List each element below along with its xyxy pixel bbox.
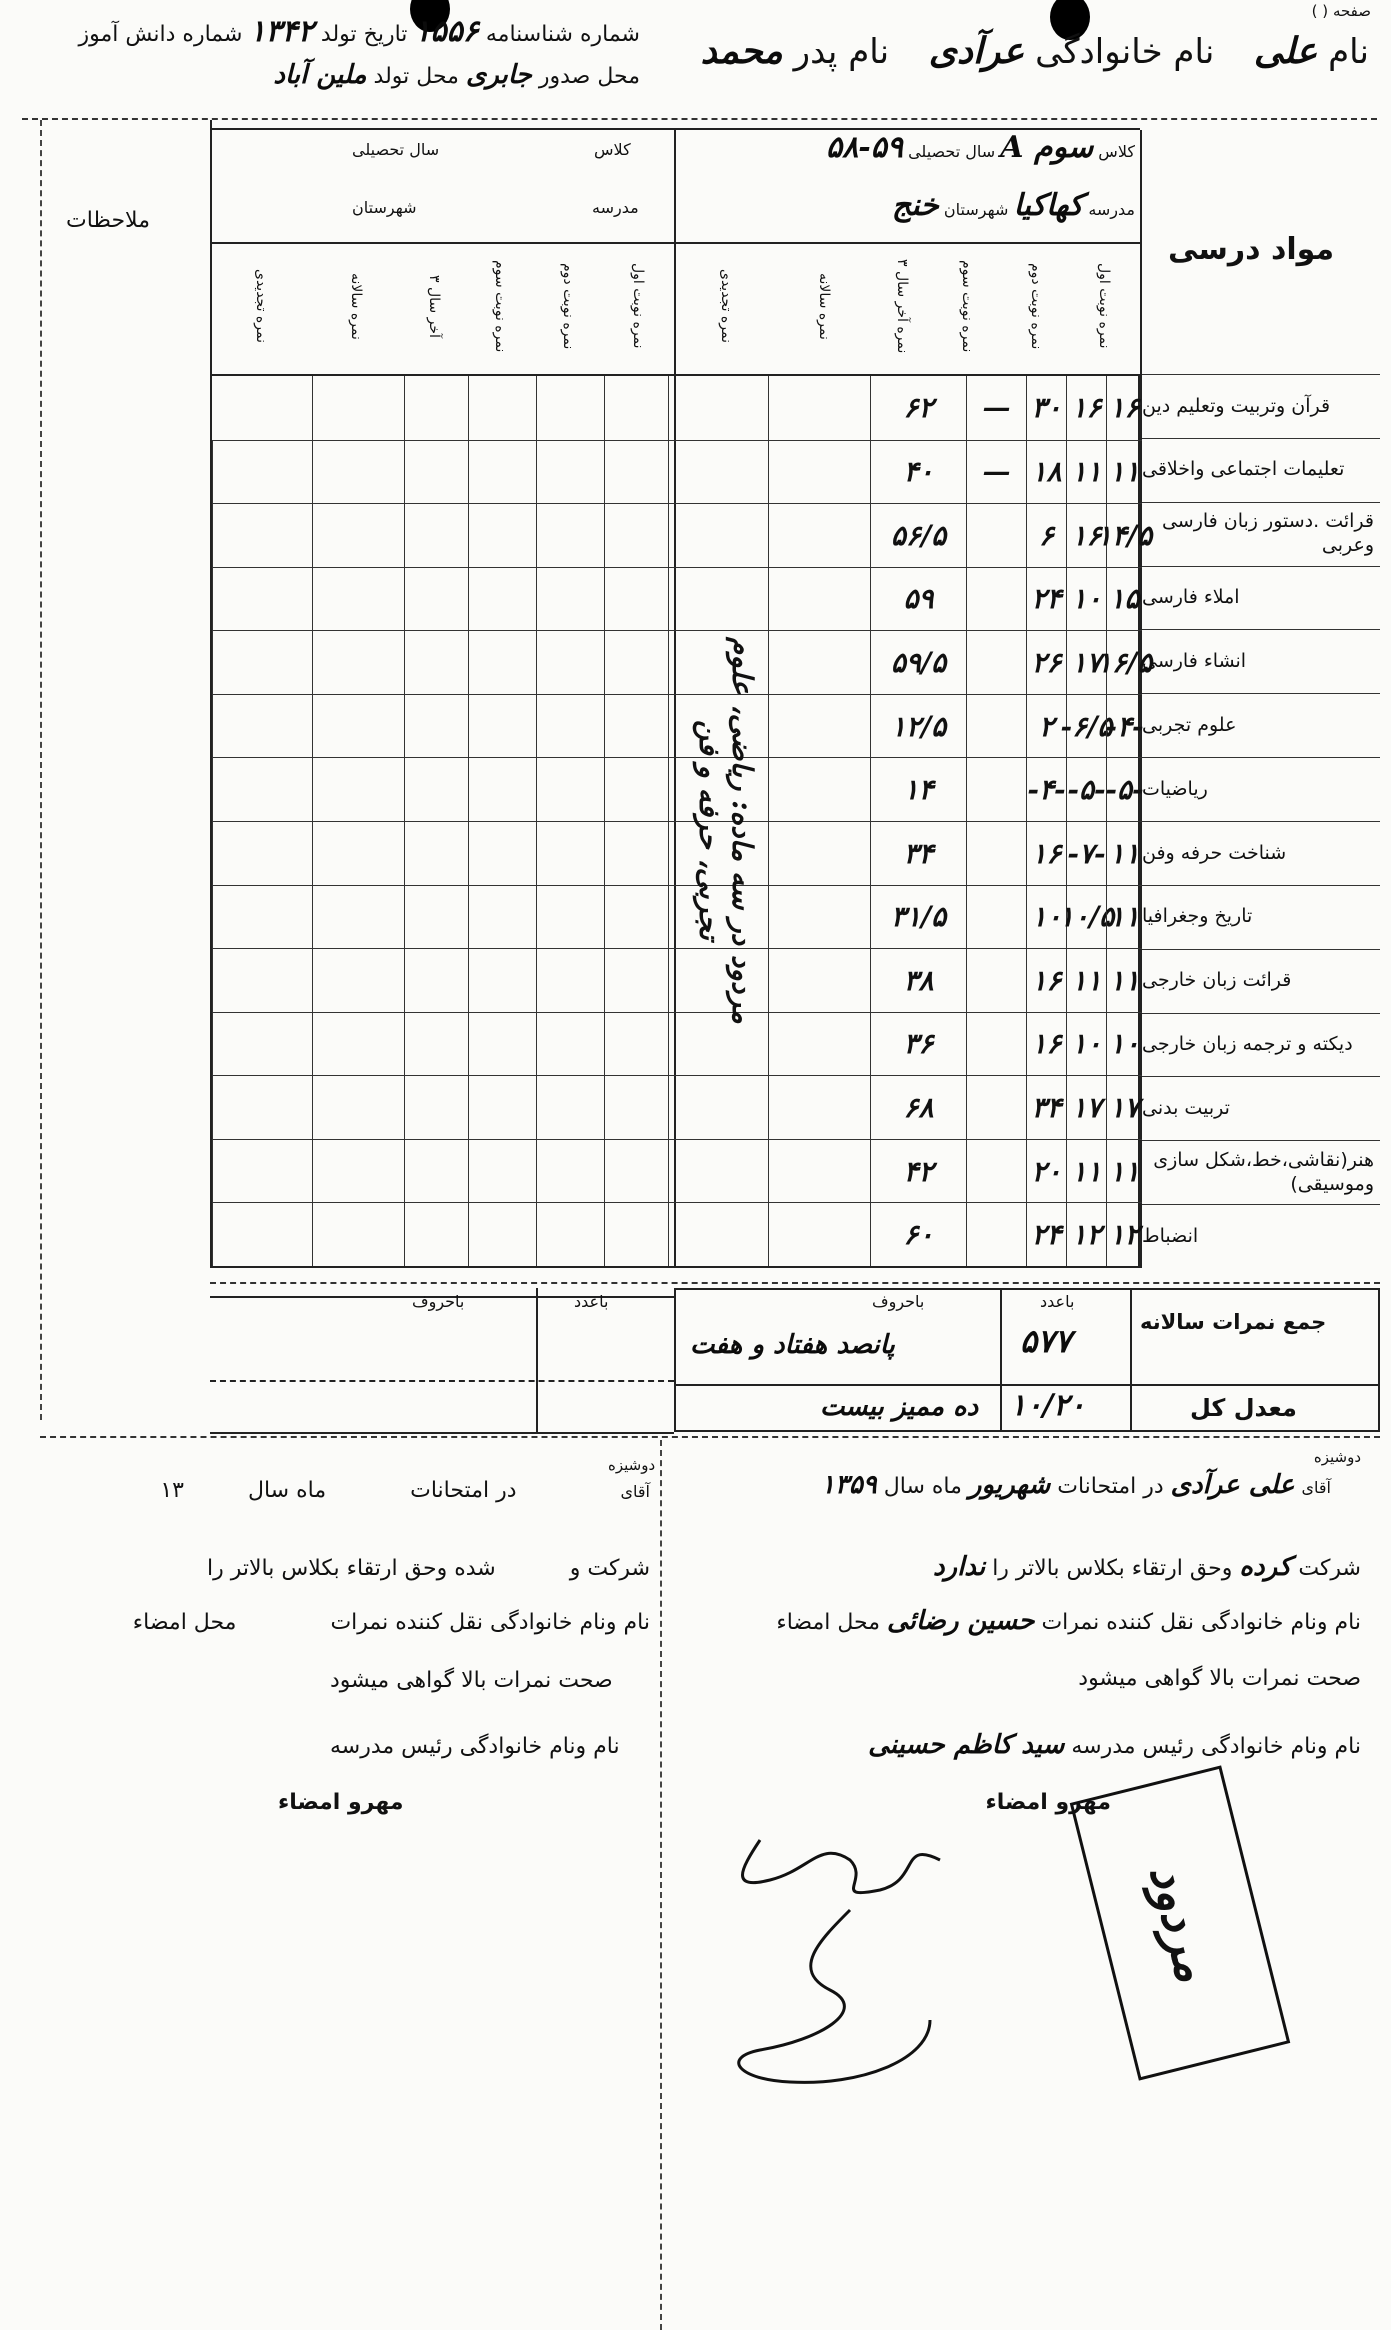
grade-cell-first: ۱۷: [1106, 1075, 1142, 1139]
grade-cell-empty: [768, 1139, 870, 1203]
fl-month-text: ماه سال: [247, 1478, 327, 1503]
grade-cell-empty: [312, 567, 404, 631]
father-name-label: نام پدر: [793, 32, 890, 72]
grade-cell-empty: [312, 1075, 404, 1139]
grade-cell-empty: [468, 630, 536, 694]
fr-month-fill: شهریور: [968, 1470, 1051, 1500]
grade-cell-empty: [668, 1075, 768, 1139]
grade-cell-final: [966, 757, 1026, 821]
grade-cell-empty: [668, 376, 768, 440]
grade-grid: [210, 374, 1153, 1268]
grade-cell-empty: [468, 948, 536, 1012]
father-name-value: محمد: [700, 30, 783, 72]
fr-line3: [701, 1606, 1361, 1636]
fr-promotion-fill: ندارد: [932, 1552, 986, 1582]
grade-cell-second: ۱۱: [1066, 948, 1106, 1012]
grade-cell-empty: [468, 1202, 536, 1266]
grade-cell-empty: [312, 1202, 404, 1266]
year-label: سال تحصیلی: [908, 142, 996, 161]
grade-cell-empty: [312, 630, 404, 694]
grade-cell-empty: [604, 503, 668, 567]
grade-cell-empty: [312, 885, 404, 949]
grade-cell-second: ۱۰/۵: [1066, 885, 1106, 949]
grade-cell-empty: [212, 1202, 312, 1266]
grade-cell-empty: [604, 1139, 668, 1203]
average-label: معدل کل: [1190, 1394, 1297, 1422]
grade-cell-empty: [768, 376, 870, 440]
grade-cell-empty: [768, 757, 870, 821]
grade-cell-empty: [404, 1075, 468, 1139]
grade-cell-empty: [604, 1202, 668, 1266]
grade-cell-empty: [212, 694, 312, 758]
grade-cell-annual: ۶۸: [870, 1075, 966, 1139]
grade-cell-second: ۱۶: [1066, 503, 1106, 567]
grade-cell-empty: [668, 1139, 768, 1203]
fl-line2: [40, 1556, 650, 1581]
grade-cell-empty: [312, 1012, 404, 1076]
grade-cell-empty: [536, 1012, 604, 1076]
grade-cell-empty: [536, 948, 604, 1012]
grade-cell-second: ۱۱: [1066, 440, 1106, 504]
fr-sir-label: آقای: [1301, 1478, 1331, 1497]
grade-cell-empty: [536, 694, 604, 758]
name-row: [701, 30, 1369, 72]
grade-cell-third: ۱۶: [1026, 948, 1066, 1012]
fl-line1: [40, 1478, 650, 1503]
issue-row: [180, 60, 640, 90]
top-dashed-rule: [22, 118, 1377, 120]
subject-name: علوم تجربی: [1142, 693, 1380, 757]
grade-cell-empty: [768, 948, 870, 1012]
col-header: آخر سال ۳: [426, 274, 442, 338]
grade-cell-empty: [604, 567, 668, 631]
grade-cell-empty: [212, 948, 312, 1012]
fl-seal-text: مهرو امضاء: [278, 1790, 404, 1815]
grade-cell-first: ۱۱: [1106, 1139, 1142, 1203]
grade-cell-empty: [212, 503, 312, 567]
grade-cell-empty: [768, 503, 870, 567]
grade-cell-empty: [768, 1075, 870, 1139]
grade-cell-empty: [536, 821, 604, 885]
col-header: نمره سالانه: [348, 272, 364, 340]
first-name-value: علی: [1253, 30, 1318, 72]
fr-line2: [701, 1552, 1361, 1582]
grade-cell-second: ۱۶: [1066, 376, 1106, 440]
col-header: نمره نوبت دوم: [560, 262, 576, 350]
subject-name: شناخت حرفه وفن: [1142, 821, 1380, 885]
fl-sign-place-text: محل امضاء: [132, 1610, 237, 1635]
grade-cell-first: ۱۱: [1106, 885, 1142, 949]
grade-cell-empty: [768, 440, 870, 504]
grade-cell-annual: ۱۲/۵: [870, 694, 966, 758]
grade-cell-empty: [768, 630, 870, 694]
grade-cell-empty: [404, 885, 468, 949]
in-words-label: باحروف: [872, 1292, 925, 1311]
grade-cell-third: ۲۰: [1026, 1139, 1066, 1203]
fr-seal-text: مهرو امضاء: [985, 1790, 1111, 1815]
grade-cell-second: ۱۷: [1066, 630, 1106, 694]
class-row: [680, 130, 1135, 165]
grade-cell-empty: [604, 885, 668, 949]
totals-digits-divider: [1000, 1288, 1002, 1432]
grade-cell-first: -۴-: [1106, 694, 1142, 758]
totals-label-divider: [1130, 1288, 1132, 1432]
birth-place-label: محل تولد: [373, 64, 459, 89]
totals-dashed-rule: [210, 1282, 1380, 1284]
grade-cell-third: ۱۶: [1026, 1012, 1066, 1076]
rejected-stamp: [1070, 1765, 1291, 2080]
grade-cell-final: —: [966, 440, 1026, 504]
grade-cell-second: ۱۰: [1066, 1012, 1106, 1076]
grade-cell-annual: ۵۹: [870, 567, 966, 631]
birth-date-value: ۱۳۴۲: [249, 14, 314, 49]
col-header: نمره نوبت اول: [1096, 263, 1112, 349]
grade-cell-empty: [468, 757, 536, 821]
subject-name: تعلیمات اجتماعی واخلاقی: [1142, 438, 1380, 502]
grade-cell-second: -۵-: [1066, 757, 1106, 821]
grade-cell-empty: [468, 440, 536, 504]
grade-cell-empty: [604, 694, 668, 758]
footer-divider: [660, 1440, 662, 2330]
grade-cell-empty: [468, 885, 536, 949]
family-name-label: نام خانوادگی: [1035, 32, 1215, 72]
subject-name: تربیت بدنی: [1142, 1076, 1380, 1140]
subject-name: انشاء فارسی: [1142, 629, 1380, 693]
fr-line5: [701, 1730, 1361, 1760]
grade-cell-empty: [312, 503, 404, 567]
grade-cell-third: ۲۶: [1026, 630, 1066, 694]
grade-cell-first: -۵-: [1106, 757, 1142, 821]
grade-cell-second: ۱۰: [1066, 567, 1106, 631]
grade-cell-empty: [536, 567, 604, 631]
grade-cell-empty: [312, 948, 404, 1012]
year-value: ۵۹-۵۸: [826, 130, 903, 165]
fr-sign-place-text: محل امضاء: [776, 1610, 881, 1635]
grade-cell-empty: [536, 1139, 604, 1203]
left-year-label: سال تحصیلی: [352, 140, 440, 159]
remarks-label: ملاحظات: [66, 208, 150, 233]
grade-cell-empty: [768, 821, 870, 885]
grade-cell-empty: [604, 376, 668, 440]
grade-cell-final: [966, 821, 1026, 885]
left-in-digits-label: باعدد: [574, 1292, 609, 1311]
fr-principal-text: نام ونام خانوادگی رئیس مدرسه: [1071, 1734, 1361, 1759]
grade-cell-first: ۱۱: [1106, 440, 1142, 504]
grade-cell-third: ۲۴: [1026, 1202, 1066, 1266]
grade-cell-annual: ۶۲: [870, 376, 966, 440]
grade-cell-empty: [212, 630, 312, 694]
family-name-value: عرآدی: [928, 30, 1025, 72]
left-average-line: [210, 1432, 674, 1434]
annual-sum-label: جمع نمرات سالانه: [1140, 1310, 1327, 1334]
grade-cell-final: [966, 694, 1026, 758]
grade-cell-empty: [404, 503, 468, 567]
col-header: نمره نوبت دوم: [1028, 262, 1044, 350]
subject-name: هنر(نقاشی،خط،شکل سازی وموسیقی): [1142, 1140, 1380, 1204]
grade-cell-second: ۱۷: [1066, 1075, 1106, 1139]
city-label: شهرستان: [943, 200, 1009, 219]
sum-words: پانصد هفتاد و هفت: [690, 1330, 895, 1360]
id-number-value: ۱۵۵۶: [414, 14, 479, 49]
grade-cell-empty: [536, 1075, 604, 1139]
grade-cell-second: ۱۲: [1066, 1202, 1106, 1266]
grade-cell-empty: [404, 694, 468, 758]
grade-cell-empty: [212, 885, 312, 949]
grade-cell-empty: [212, 821, 312, 885]
subject-name: دیکته و ترجمه زبان خارجی: [1142, 1013, 1380, 1077]
left-city-label: شهرستان: [352, 198, 417, 217]
footer-top-rule: [40, 1436, 1380, 1438]
grade-cell-third: ۲: [1026, 694, 1066, 758]
fl-participated-text: شرکت و: [569, 1556, 650, 1581]
grade-cell-annual: ۶۰: [870, 1202, 966, 1266]
grade-cell-third: ۱۶: [1026, 821, 1066, 885]
grade-cell-final: —: [966, 376, 1026, 440]
class-value: سوم A: [1000, 130, 1094, 165]
birth-place-value: ملین آباد: [273, 60, 367, 90]
subject-name: قرائت .دستور زبان فارسی وعربی: [1142, 502, 1380, 566]
grade-cell-empty: [404, 630, 468, 694]
fl-principal-text: نام ونام خانوادگی رئیس مدرسه: [330, 1734, 620, 1759]
grade-cell-empty: [768, 1012, 870, 1076]
fl-girl-label: دوشیزه: [608, 1456, 656, 1474]
grade-cell-second: ۱۱: [1066, 1139, 1106, 1203]
col-header: نمره تجدیدی: [718, 269, 734, 343]
grade-cell-first: ۱۱: [1106, 821, 1142, 885]
fr-transcriber-fill: حسین رضائی: [887, 1606, 1035, 1636]
fr-participated-fill: کرده: [1239, 1552, 1292, 1582]
grade-cell-empty: [404, 440, 468, 504]
fl-transcriber-text: نام ونام خانوادگی نقل کننده نمرات: [330, 1610, 650, 1635]
grade-cell-empty: [312, 694, 404, 758]
grade-cell-first: ۱۵: [1106, 567, 1142, 631]
grade-cell-empty: [536, 440, 604, 504]
grade-cell-empty: [668, 503, 768, 567]
grade-cell-first: ۱۶: [1106, 376, 1142, 440]
grade-cell-empty: [536, 1202, 604, 1266]
left-school-label: مدرسه: [592, 198, 639, 217]
issue-place-label: محل صدور: [538, 64, 640, 89]
fr-month-text: ماه سال: [883, 1474, 962, 1499]
subjects-title: مواد درسی: [1168, 232, 1335, 267]
school-row: [680, 188, 1135, 223]
birth-date-label: تاریخ تولد: [320, 22, 408, 47]
class-label: کلاس: [1098, 142, 1135, 161]
school-label: مدرسه: [1088, 200, 1135, 219]
fr-transcriber-text: نام ونام خانوادگی نقل کننده نمرات: [1041, 1610, 1361, 1635]
grade-cell-final: [966, 948, 1026, 1012]
average-words: ده ممیز بیست: [820, 1392, 979, 1422]
first-name-label: نام: [1328, 32, 1369, 72]
subject-name: انضباط: [1142, 1204, 1380, 1268]
grade-cell-empty: [604, 821, 668, 885]
grade-cell-third: -۴-: [1026, 757, 1066, 821]
col-header: نمره نوبت اول: [630, 263, 646, 349]
left-class-label: کلاس: [594, 140, 631, 159]
grade-cell-first: ۱۶/۵: [1106, 630, 1142, 694]
grade-cell-empty: [468, 1012, 536, 1076]
fl-line3: [40, 1610, 650, 1635]
grade-cell-empty: [668, 440, 768, 504]
retake-note: مردود در سه ماده: ریاضی، علوم تجربی، حرفه و فن: [693, 636, 759, 1024]
grade-cell-empty: [404, 1202, 468, 1266]
grade-cell-empty: [768, 1202, 870, 1266]
grade-cell-empty: [604, 1012, 668, 1076]
grade-cell-first: ۱۲: [1106, 1202, 1142, 1266]
subject-name: تاریخ وجغرافیا: [1142, 885, 1380, 949]
grade-cell-empty: [404, 567, 468, 631]
grade-cell-empty: [536, 630, 604, 694]
grade-cell-empty: [536, 503, 604, 567]
grade-cell-empty: [312, 440, 404, 504]
left-in-words-label: باحروف: [412, 1292, 465, 1311]
subject-name: ریاضیات: [1142, 757, 1380, 821]
id-row: [40, 14, 640, 49]
principal-signature: [700, 1800, 1020, 2100]
grade-cell-first: ۱۰: [1106, 1012, 1142, 1076]
fl-exams-text: در امتحانات: [410, 1478, 517, 1503]
student-number-label: شماره دانش آموز: [78, 22, 243, 47]
grade-cell-annual: ۴۰: [870, 440, 966, 504]
grade-cell-third: ۱۰: [1026, 885, 1066, 949]
fr-exams-text: در امتحانات: [1057, 1474, 1164, 1499]
page-label: صفحه ( ): [1311, 2, 1371, 20]
subject-name: قرآن وتربیت وتعلیم دین: [1142, 374, 1380, 438]
issue-place-value: جابری: [465, 60, 532, 90]
grade-cell-empty: [468, 376, 536, 440]
grade-cell-annual: ۵۹/۵: [870, 630, 966, 694]
grade-cell-final: [966, 1139, 1026, 1203]
fl-certify-text: صحت نمرات بالا گواهی میشود: [330, 1668, 613, 1693]
fr-promotion-text: وحق ارتقاء بکلاس بالاتر را: [992, 1556, 1233, 1581]
fr-principal-fill: سید کاظم حسینی: [868, 1730, 1065, 1760]
id-number-label: شماره شناسنامه: [485, 22, 640, 47]
stamp-text: مردود: [1138, 1858, 1222, 1988]
grade-cell-empty: [604, 440, 668, 504]
grade-cell-second: -۷-: [1066, 821, 1106, 885]
fr-certify-text: صحت نمرات بالا گواهی میشود: [1078, 1666, 1361, 1691]
fr-participated-text: شرکت: [1298, 1556, 1361, 1581]
col-header: نمره آخر سال ۳: [894, 258, 910, 354]
grade-cell-annual: ۳۶: [870, 1012, 966, 1076]
grade-cell-empty: [404, 757, 468, 821]
grade-cell-annual: ۱۴: [870, 757, 966, 821]
average-digits: ۱۰/۲۰: [1010, 1388, 1086, 1423]
fr-girl-label: دوشیزه: [1313, 1448, 1361, 1466]
grade-cell-first: ۱۱: [1106, 948, 1142, 1012]
grade-cell-final: [966, 567, 1026, 631]
col-header: نمره تجدیدی: [253, 269, 269, 343]
grade-cell-final: [966, 630, 1026, 694]
school-value: کهاکیا: [1013, 188, 1084, 223]
grade-cell-empty: [768, 567, 870, 631]
grade-cell-empty: [212, 1075, 312, 1139]
grade-cell-third: ۶: [1026, 503, 1066, 567]
grade-cell-annual: ۵۶/۵: [870, 503, 966, 567]
grade-cell-empty: [404, 948, 468, 1012]
grade-cell-empty: [212, 1139, 312, 1203]
col-header: نمره نوبت سوم: [492, 259, 508, 353]
city-value: خنج: [891, 188, 939, 223]
left-totals-divider: [536, 1288, 538, 1432]
grade-cell-empty: [404, 821, 468, 885]
grade-cell-empty: [604, 757, 668, 821]
fl-year-mark: ۱۳: [160, 1478, 184, 1503]
grade-cell-annual: ۳۴: [870, 821, 966, 885]
grade-cell-empty: [468, 1139, 536, 1203]
fr-year-fill: ۱۳۵۹: [820, 1470, 877, 1500]
grade-cell-second: -۶/۵: [1066, 694, 1106, 758]
grade-cell-empty: [468, 694, 536, 758]
grade-cell-empty: [468, 1075, 536, 1139]
grade-cell-first: ۱۴/۵: [1106, 503, 1142, 567]
grade-cell-empty: [604, 948, 668, 1012]
grade-cell-third: ۳۰: [1026, 376, 1066, 440]
grade-cell-empty: [212, 757, 312, 821]
grade-cell-empty: [668, 1202, 768, 1266]
col-header: نمره نوبت سوم: [959, 259, 975, 353]
grade-cell-empty: [404, 1139, 468, 1203]
grade-cell-third: ۳۴: [1026, 1075, 1066, 1139]
grade-cell-empty: [468, 821, 536, 885]
subject-name: قرائت زبان خارجی: [1142, 949, 1380, 1013]
grade-cell-annual: ۳۱/۵: [870, 885, 966, 949]
subject-name: املاء فارسی: [1142, 566, 1380, 630]
grade-cell-empty: [768, 885, 870, 949]
grade-cell-empty: [468, 567, 536, 631]
fr-student-fill: علی عرآدی: [1170, 1470, 1295, 1500]
grade-cell-empty: [536, 885, 604, 949]
grade-cell-empty: [404, 1012, 468, 1076]
grade-cell-empty: [536, 757, 604, 821]
grade-cell-final: [966, 1075, 1026, 1139]
fr-line1: [691, 1470, 1331, 1500]
grade-cell-empty: [312, 1139, 404, 1203]
grade-cell-empty: [536, 376, 604, 440]
grade-cell-empty: [604, 1075, 668, 1139]
fl-promotion-text: شده وحق ارتقاء بکلاس بالاتر را: [207, 1556, 496, 1581]
col-header: نمره سالانه: [816, 272, 832, 340]
grade-cell-empty: [312, 821, 404, 885]
fl-sir-label: آقای: [620, 1482, 650, 1501]
grade-cell-final: [966, 1012, 1026, 1076]
grade-cell-empty: [768, 694, 870, 758]
grade-cell-empty: [212, 440, 312, 504]
sum-digits: ۵۷۷: [1020, 1322, 1072, 1360]
left-totals-line: [210, 1380, 674, 1382]
grade-cell-final: [966, 1202, 1026, 1266]
grade-cell-annual: ۳۸: [870, 948, 966, 1012]
grade-cell-empty: [312, 757, 404, 821]
grade-cell-empty: [212, 567, 312, 631]
grade-cell-empty: [468, 503, 536, 567]
in-digits-label: باعدد: [1040, 1292, 1075, 1311]
grade-cell-empty: [404, 376, 468, 440]
left-frame-line: [40, 120, 42, 1420]
grade-cell-empty: [312, 376, 404, 440]
totals-mid-rule: [674, 1384, 1380, 1386]
grade-cell-final: [966, 885, 1026, 949]
grade-cell-third: ۱۸: [1026, 440, 1066, 504]
grade-cell-final: [966, 503, 1026, 567]
grade-cell-empty: [604, 630, 668, 694]
column-header-top-rule: [210, 242, 1140, 244]
grade-cell-empty: [212, 376, 312, 440]
grade-cell-third: ۲۴: [1026, 567, 1066, 631]
grade-cell-annual: ۴۲: [870, 1139, 966, 1203]
grade-cell-empty: [212, 1012, 312, 1076]
